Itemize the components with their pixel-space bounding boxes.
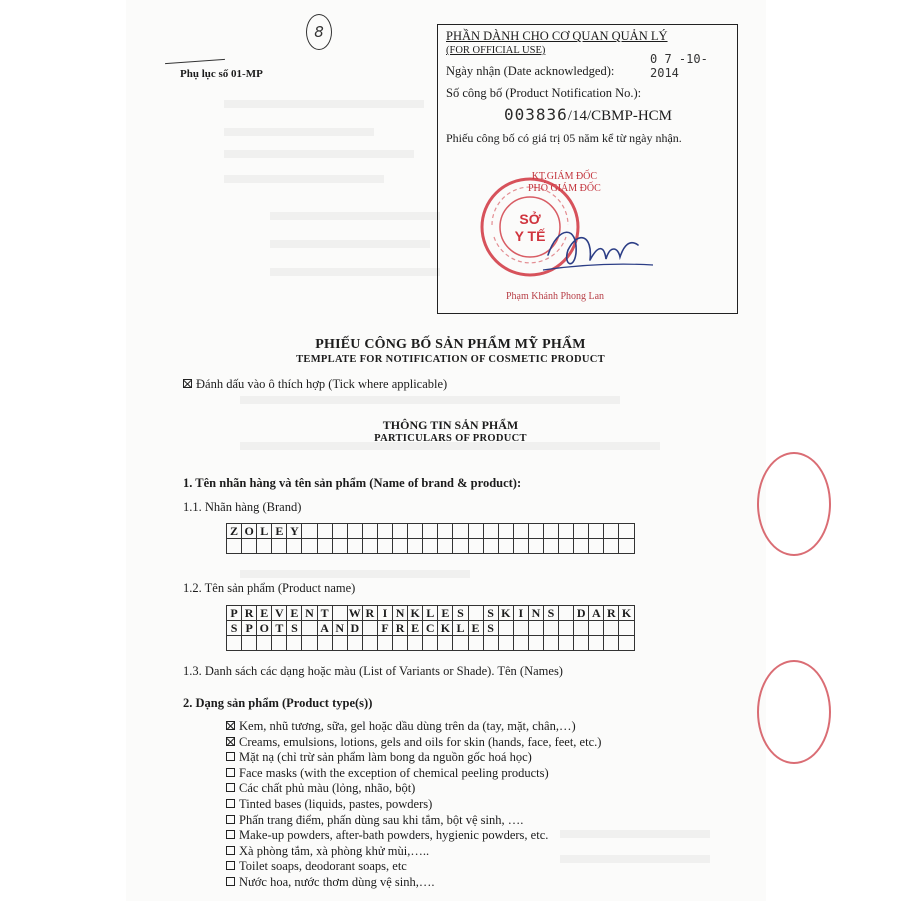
grid-cell: O: [242, 524, 257, 539]
grid-cell: [393, 524, 408, 539]
grid-cell: D: [574, 606, 589, 621]
notification-number: [504, 105, 672, 125]
grid-cell: V: [272, 606, 287, 621]
product-type-option-label: Các chất phủ màu (lỏng, nhão, bột): [239, 781, 416, 796]
stamp-text-2: Y TẾ: [514, 228, 546, 244]
checkbox-icon[interactable]: [226, 783, 235, 792]
grid-cell: [242, 636, 257, 651]
grid-cell: [574, 636, 589, 651]
grid-cell: [453, 524, 468, 539]
product-type-option[interactable]: [226, 797, 432, 812]
signer-role-line-1: KT.GIÁM ĐỐC: [531, 171, 598, 182]
grid-cell: S: [453, 606, 468, 621]
grid-cell: N: [528, 606, 543, 621]
grid-cell: [604, 524, 619, 539]
grid-cell: K: [619, 606, 634, 621]
grid-cell: E: [438, 606, 453, 621]
grid-cell: [528, 621, 543, 636]
official-use-box: [437, 24, 738, 314]
grid-cell: [513, 621, 528, 636]
grid-cell: D: [347, 621, 362, 636]
grid-cell: [408, 539, 423, 554]
appendix-label: Phụ lục số 01-MP: [180, 68, 263, 80]
checkbox-icon[interactable]: [226, 815, 235, 824]
grid-row: [227, 539, 635, 554]
checked-box-icon[interactable]: [226, 737, 235, 746]
validity-note: Phiếu công bố có giá trị 05 năm kể từ ngày nhận.: [446, 131, 682, 145]
grid-cell: K: [498, 606, 513, 621]
checkbox-icon[interactable]: [226, 830, 235, 839]
grid-cell: C: [423, 621, 438, 636]
grid-cell: [559, 621, 574, 636]
grid-cell: S: [543, 606, 558, 621]
grid-cell: [513, 524, 528, 539]
checkbox-icon[interactable]: [226, 752, 235, 761]
grid-cell: [574, 539, 589, 554]
grid-cell: I: [513, 606, 528, 621]
grid-cell: [302, 539, 317, 554]
grid-cell: E: [408, 621, 423, 636]
product-type-option-label: Toilet soaps, deodorant soaps, etc: [239, 859, 407, 874]
grid-cell: [619, 636, 634, 651]
product-type-option[interactable]: [226, 828, 548, 843]
grid-cell: [302, 524, 317, 539]
product-type-option[interactable]: [226, 735, 601, 750]
checkbox-icon[interactable]: [226, 768, 235, 777]
official-use-title: PHẦN DÀNH CHO CƠ QUAN QUẢN LÝ: [446, 29, 668, 43]
grid-cell: R: [242, 606, 257, 621]
signer-name: Phạm Khánh Phong Lan: [506, 291, 605, 302]
grid-cell: [589, 636, 604, 651]
form-title: PHIẾU CÔNG BỐ SẢN PHẨM MỸ PHẨM: [315, 337, 586, 352]
grid-cell: [393, 539, 408, 554]
grid-cell: [604, 621, 619, 636]
grid-cell: [347, 524, 362, 539]
grid-cell: [543, 539, 558, 554]
product-type-option-label: Face masks (with the exception of chemical peeling products): [239, 765, 549, 780]
checked-box-icon: [183, 379, 192, 388]
grid-cell: S: [287, 621, 302, 636]
grid-cell: Y: [287, 524, 302, 539]
grid-cell: L: [453, 621, 468, 636]
date-acknowledged-stamp: 0 7 -10- 2014: [650, 52, 708, 80]
grid-cell: [513, 636, 528, 651]
grid-cell: [423, 539, 438, 554]
grid-cell: [498, 636, 513, 651]
grid-cell: N: [332, 621, 347, 636]
grid-cell: [543, 621, 558, 636]
grid-cell: [377, 524, 392, 539]
grid-row: [227, 524, 635, 539]
notification-number-digits: 003836: [504, 105, 568, 124]
checkbox-icon[interactable]: [226, 861, 235, 870]
grid-cell: [377, 636, 392, 651]
grid-cell: O: [257, 621, 272, 636]
stamp-text-1: SỞ: [519, 211, 541, 227]
grid-cell: [468, 524, 483, 539]
grid-cell: [559, 606, 574, 621]
grid-cell: [317, 636, 332, 651]
grid-cell: F: [377, 621, 392, 636]
product-type-option[interactable]: [226, 766, 549, 781]
grid-cell: [227, 636, 242, 651]
official-use-subtitle: (FOR OFFICIAL USE): [446, 45, 546, 56]
grid-cell: [589, 524, 604, 539]
grid-cell: [589, 539, 604, 554]
grid-cell: [528, 524, 543, 539]
product-type-option[interactable]: [226, 781, 415, 796]
grid-cell: [543, 524, 558, 539]
grid-cell: [362, 524, 377, 539]
grid-cell: N: [302, 606, 317, 621]
grid-cell: S: [227, 621, 242, 636]
grid-cell: [347, 539, 362, 554]
grid-cell: I: [377, 606, 392, 621]
grid-cell: [227, 539, 242, 554]
grid-cell: [468, 606, 483, 621]
grid-row: [227, 606, 635, 621]
grid-cell: [242, 539, 257, 554]
grid-cell: [302, 621, 317, 636]
product-type-option-label: Creams, emulsions, lotions, gels and oils for skin (hands, face, feet, etc.): [239, 734, 602, 749]
checked-box-icon[interactable]: [226, 721, 235, 730]
date-acknowledged-label: Ngày nhận (Date acknowledged):: [446, 64, 615, 78]
product-type-option[interactable]: [226, 859, 407, 874]
form-title-en: TEMPLATE FOR NOTIFICATION OF COSMETIC PRODUCT: [296, 354, 605, 365]
handwritten-page-number: 8: [306, 14, 332, 50]
grid-cell: [257, 636, 272, 651]
section-1-heading: 1. Tên nhãn hàng và tên sản phẩm (Name of brand & product):: [183, 476, 522, 490]
grid-cell: [272, 539, 287, 554]
grid-cell: [619, 524, 634, 539]
grid-cell: [287, 539, 302, 554]
grid-cell: [362, 621, 377, 636]
grid-cell: [393, 636, 408, 651]
grid-cell: L: [423, 606, 438, 621]
grid-cell: [574, 524, 589, 539]
grid-cell: E: [272, 524, 287, 539]
grid-cell: [604, 539, 619, 554]
grid-cell: [498, 539, 513, 554]
grid-cell: W: [348, 606, 361, 620]
notification-number-suffix: /14/CBMP-HCM: [567, 108, 672, 124]
grid-cell: [483, 539, 498, 554]
product-type-option-label: Tinted bases (liquids, pastes, powders): [239, 797, 433, 811]
grid-cell: A: [317, 621, 332, 636]
product-type-option-label: Xà phòng tắm, xà phòng khử mùi,…..: [239, 843, 430, 858]
grid-cell: [287, 636, 302, 651]
product-type-option[interactable]: [226, 750, 532, 765]
grid-cell: [347, 636, 362, 651]
grid-cell: [408, 636, 423, 651]
grid-cell: E: [287, 606, 302, 621]
grid-cell: E: [468, 621, 483, 636]
grid-cell: [257, 539, 272, 554]
checkbox-icon[interactable]: [226, 846, 235, 855]
grid-cell: K: [438, 621, 453, 636]
grid-cell: T: [317, 606, 332, 621]
checkbox-icon[interactable]: [226, 877, 235, 886]
grid-cell: P: [227, 606, 242, 621]
grid-cell: [377, 539, 392, 554]
grid-cell: [559, 524, 574, 539]
side-red-stamp: [757, 660, 831, 764]
grid-cell: L: [257, 524, 272, 539]
grid-cell: [438, 539, 453, 554]
checkbox-icon[interactable]: [226, 799, 235, 808]
product-name-char-grid: [226, 605, 635, 651]
grid-cell: [317, 539, 332, 554]
grid-cell: [332, 539, 347, 554]
grid-cell: [332, 524, 347, 539]
tick-note: [183, 377, 447, 392]
grid-cell: [528, 636, 543, 651]
grid-cell: R: [604, 606, 619, 621]
product-name-label: 1.2. Tên sản phẩm (Product name): [183, 581, 356, 595]
product-type-option[interactable]: [226, 719, 576, 734]
grid-cell: [423, 524, 438, 539]
grid-row: [227, 636, 635, 651]
grid-cell: [589, 621, 604, 636]
grid-cell: [408, 524, 423, 539]
grid-cell: [483, 524, 498, 539]
grid-cell: E: [257, 606, 272, 621]
grid-cell: R: [362, 606, 377, 621]
notification-number-label: Số công bố (Product Notification No.):: [446, 86, 642, 100]
grid-cell: [604, 636, 619, 651]
grid-cell: [453, 539, 468, 554]
grid-cell: [468, 636, 483, 651]
grid-row: [227, 621, 635, 636]
product-type-option-label: Make-up powders, after-bath powders, hygienic powders, etc.: [239, 828, 549, 843]
grid-cell: [332, 636, 347, 651]
grid-cell: A: [589, 606, 604, 621]
particulars-title-en: PARTICULARS OF PRODUCT: [374, 433, 527, 444]
product-type-option[interactable]: [226, 875, 435, 890]
grid-cell: [453, 636, 468, 651]
product-type-option-label: Kem, nhũ tương, sữa, gel hoặc dầu dùng trên da (tay, mặt, chân,…): [239, 719, 576, 733]
side-red-stamp: [757, 452, 831, 556]
brand-char-grid: [226, 523, 635, 554]
grid-cell: [302, 636, 317, 651]
grid-cell: T: [272, 621, 287, 636]
grid-cell: [528, 539, 543, 554]
grid-cell: N: [393, 606, 408, 621]
grid-cell: [559, 636, 574, 651]
grid-cell: [468, 539, 483, 554]
particulars-title: THÔNG TIN SẢN PHẨM: [382, 418, 519, 432]
handwritten-signature: [538, 215, 658, 285]
grid-cell: [438, 524, 453, 539]
grid-cell: [513, 539, 528, 554]
product-type-option-label: Phấn trang điểm, phấn dùng sau khi tắm, bột vệ sinh, ….: [239, 812, 524, 827]
grid-cell: [498, 621, 513, 636]
grid-cell: Z: [227, 524, 242, 539]
product-type-option-label: Nước hoa, nước thơm dùng vệ sinh,….: [239, 875, 435, 889]
grid-cell: R: [393, 621, 408, 636]
grid-cell: [423, 636, 438, 651]
grid-cell: K: [408, 606, 423, 621]
grid-cell: [362, 539, 377, 554]
grid-cell: [317, 524, 332, 539]
grid-cell: [619, 621, 634, 636]
grid-cell: [362, 636, 377, 651]
grid-cell: [498, 524, 513, 539]
section-2-heading: 2. Dạng sản phẩm (Product type(s)): [183, 696, 373, 710]
product-type-option[interactable]: [226, 844, 429, 859]
grid-cell: S: [483, 606, 498, 621]
grid-cell: [574, 621, 589, 636]
signer-role-line-2: PHÓ GIÁM ĐỐC: [528, 183, 601, 194]
grid-cell: [332, 606, 347, 621]
product-type-option[interactable]: [226, 813, 523, 828]
grid-cell: [619, 539, 634, 554]
variants-label: 1.3. Danh sách các dạng hoặc màu (List of Variants or Shade). Tên (Names): [183, 664, 563, 678]
grid-cell: [543, 636, 558, 651]
grid-cell: S: [483, 621, 498, 636]
product-type-option-label: Mặt nạ (chỉ trừ sản phẩm làm bong da nguồn gốc hoá học): [239, 750, 532, 765]
brand-label: 1.1. Nhãn hàng (Brand): [183, 500, 302, 514]
grid-cell: P: [242, 621, 257, 636]
grid-cell: [438, 636, 453, 651]
grid-cell: [272, 636, 287, 651]
grid-cell: [483, 636, 498, 651]
tick-note-text: Đánh dấu vào ô thích hợp (Tick where applicable): [196, 377, 448, 391]
grid-cell: [559, 539, 574, 554]
